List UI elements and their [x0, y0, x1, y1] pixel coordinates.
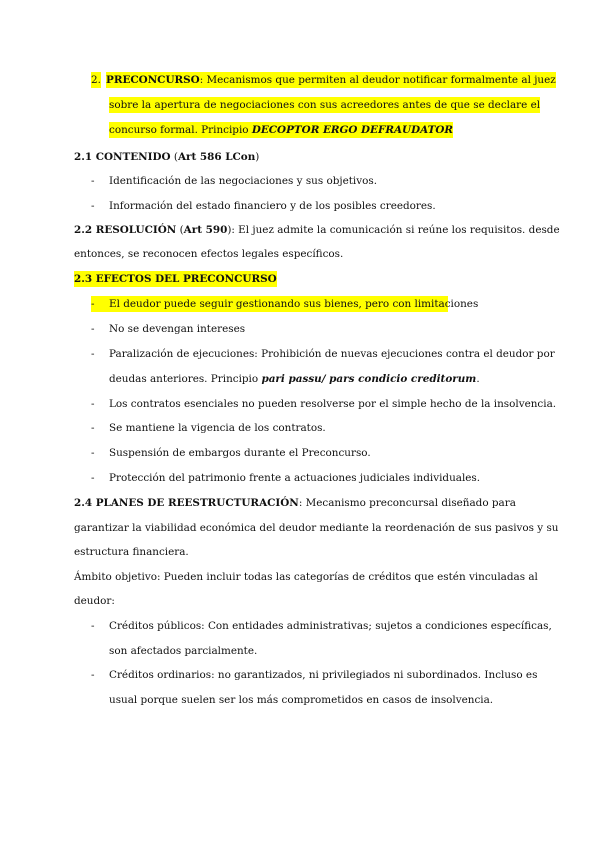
- bullet-marker: -: [91, 447, 95, 459]
- section-2-4-bullet-1-line1: Créditos públicos: Con entidades administrativas; sujetos a condiciones específicas,: [109, 620, 552, 632]
- section-2-1-article: Art 586 LCon: [177, 151, 256, 163]
- section-2-2-heading: [74, 222, 560, 238]
- section-2-2-article: Art 590: [183, 224, 228, 236]
- ambito-line2: deudor:: [74, 595, 115, 607]
- section-2-4-bullet-2-line1: Créditos ordinarios: no garantizados, ni privilegiados ni subordinados. Incluso es: [109, 669, 538, 681]
- section-2-3-bullet-3-line1: Paralización de ejecuciones: Prohibición de nuevas ejecuciones contra el deudor por: [109, 348, 555, 360]
- item2-line2: sobre la apertura de negociaciones con sus acreedores antes de que se declare el: [109, 99, 541, 111]
- bullet-marker: -: [91, 398, 95, 410]
- section-2-4-heading: [74, 495, 516, 511]
- section-2-4-line1-rest: : Mecanismo preconcursal diseñado para: [298, 497, 516, 509]
- section-2-1-paren-close: ): [255, 151, 260, 163]
- section-2-4-line3: estructura financiera.: [74, 546, 189, 558]
- section-2-2-line2: entonces, se reconocen efectos legales específicos.: [74, 248, 344, 260]
- ambito-line1: Ámbito objetivo: Pueden incluir todas las categorías de créditos que estén vinculadas al: [74, 571, 538, 583]
- section-2-4-bullet-1-line2: son afectados parcialmente.: [109, 645, 258, 657]
- section-2-1-title: 2.1 CONTENIDO: [74, 151, 171, 163]
- section-2-3-bullet-3-line2: [109, 371, 480, 387]
- bullet-marker: -: [91, 200, 95, 212]
- section-2-4-line2: garantizar la viabilidad económica del deudor mediante la reordenación de sus pasivos y su: [74, 522, 559, 534]
- section-2-4-title: 2.4 PLANES DE REESTRUCTURACIÓN: [74, 497, 299, 509]
- item2-line3: [109, 122, 453, 138]
- bullet-marker: -: [91, 422, 95, 434]
- item2-line3-a: concurso formal. Principio: [109, 124, 252, 136]
- item2-line1: [106, 72, 556, 88]
- section-2-2-text: ): El juez admite la comunicación si reúne los requisitos. desde: [227, 224, 560, 236]
- item2-line1-rest: : Mecanismos que permiten al deudor notificar formalmente al juez: [199, 74, 556, 86]
- section-2-3-bullet-2: No se devengan intereses: [109, 323, 246, 335]
- bullet-marker: -: [91, 323, 95, 335]
- section-2-3-bullet-1: [91, 296, 479, 312]
- bullet-marker: -: [91, 298, 95, 310]
- item2-title: PRECONCURSO: [106, 74, 200, 86]
- section-2-2-paren-open: (: [176, 224, 184, 236]
- section-2-3-period: .: [476, 373, 480, 385]
- section-2-1-heading: [74, 149, 259, 165]
- bullet-marker: -: [91, 669, 95, 681]
- section-2-1-bullet-2: Información del estado financiero y de los posibles creedores.: [109, 200, 436, 212]
- section-2-4-bullet-2-line2: usual porque suelen ser los más comprometidos en casos de insolvencia.: [109, 694, 494, 706]
- section-2-2-title: 2.2 RESOLUCIÓN: [74, 224, 177, 236]
- section-2-3-bullet-3-text: deudas anteriores. Principio: [109, 373, 262, 385]
- item2-number: 2.: [91, 74, 101, 86]
- section-2-3-title: 2.3 EFECTOS DEL PRECONCURSO: [74, 273, 277, 285]
- section-2-3-bullet-1-text: El deudor puede seguir gestionando sus bienes, pero con limitaciones: [109, 298, 479, 310]
- item2-principle: DECOPTOR ERGO DEFRAUDATOR: [251, 124, 454, 136]
- bullet-marker: -: [91, 620, 95, 632]
- section-2-3-bullet-5: Se mantiene la vigencia de los contratos.: [109, 422, 326, 434]
- bullet-marker: -: [91, 175, 95, 187]
- section-2-3-bullet-6: Suspensión de embargos durante el Preconcurso.: [109, 447, 371, 459]
- bullet-marker: -: [91, 472, 95, 484]
- section-2-1-bullet-1: Identificación de las negociaciones y sus objetivos.: [109, 175, 378, 187]
- section-2-3-heading: [74, 271, 277, 287]
- section-2-3-bullet-4: Los contratos esenciales no pueden resolverse por el simple hecho de la insolvencia.: [109, 398, 557, 410]
- section-2-3-bullet-7: Protección del patrimonio frente a actuaciones judiciales individuales.: [109, 472, 481, 484]
- section-2-1-paren-open: (: [170, 151, 178, 163]
- section-2-3-principle: pari passu/ pars condicio creditorum: [261, 373, 477, 385]
- bullet-marker: -: [91, 348, 95, 360]
